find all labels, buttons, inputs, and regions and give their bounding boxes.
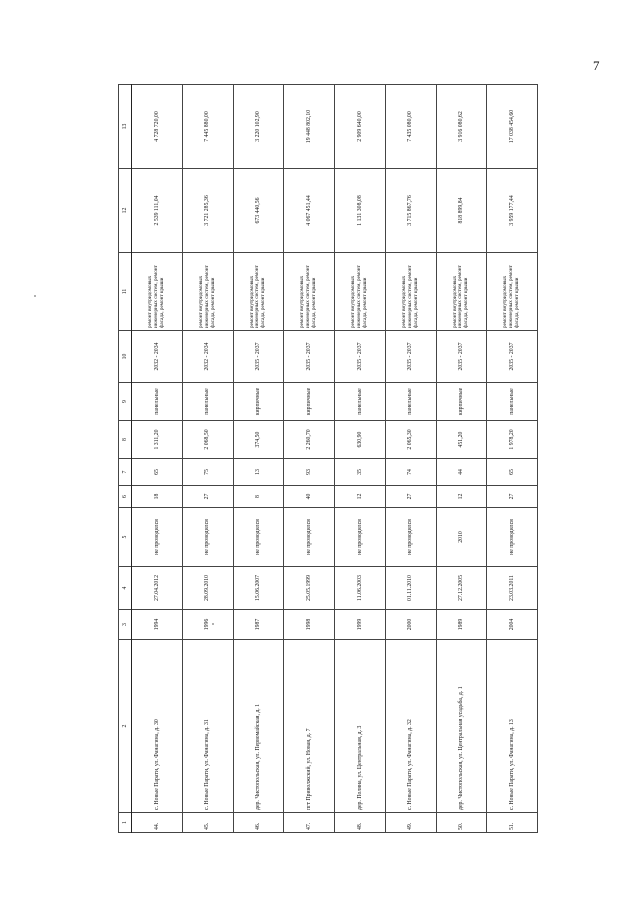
build-year: 2004 (487, 610, 538, 640)
row-number: 44. (132, 813, 183, 833)
area: 1 311,20 (132, 421, 183, 459)
page-number: 7 (593, 58, 600, 73)
last-repair: не проводился (132, 508, 183, 567)
row-number: 49. (385, 813, 436, 833)
period: 2032 - 2034 (132, 331, 183, 383)
col-header: 3 (119, 610, 132, 640)
last-repair: не проводился (487, 508, 538, 567)
cost-1: 3 959 177,44 (487, 169, 538, 253)
last-repair: не проводился (284, 508, 335, 567)
address: с. Новые Парати, ул. Фанагина, д. 30 (132, 640, 183, 813)
col-7-value: 74 (385, 459, 436, 486)
col-6-value: 8 (233, 486, 284, 508)
cost-2: 17 038 454,60 (487, 85, 538, 169)
wall-material: панельные (487, 383, 538, 421)
cost-2: 7 445 880,00 (182, 85, 233, 169)
rotated-table-container (118, 85, 538, 833)
col-header: 7 (119, 459, 132, 486)
wall-material: панельные (385, 383, 436, 421)
build-year: 1998 (284, 610, 335, 640)
row-number: 47. (284, 813, 335, 833)
period: 2032 - 2034 (182, 331, 233, 383)
last-repair: не проводился (233, 508, 284, 567)
area: 2 065,30 (385, 421, 436, 459)
row-number: 50. (436, 813, 487, 833)
col-header: 9 (119, 383, 132, 421)
col-header: 10 (119, 331, 132, 383)
col-header: 11 (119, 253, 132, 331)
col-6-value: 27 (182, 486, 233, 508)
header-row (119, 85, 132, 833)
date: 23.03.2011 (487, 567, 538, 610)
cost-1: 3 715 867,76 (385, 169, 436, 253)
cost-2: 3 916 080,62 (436, 85, 487, 169)
date: 15.06.2007 (233, 567, 284, 610)
capital-repair-table (118, 84, 538, 833)
area: 630,90 (335, 421, 386, 459)
col-6-value: 27 (487, 486, 538, 508)
cost-2: 3 220 102,90 (233, 85, 284, 169)
col-6-value: 18 (132, 486, 183, 508)
area: 451,20 (436, 421, 487, 459)
col-6-value: 12 (436, 486, 487, 508)
build-year: 1994 (132, 610, 183, 640)
cost-2: 2 909 640,00 (335, 85, 386, 169)
row-number: 45. (182, 813, 233, 833)
works-list: ремонт внутридомовых инженерных систем, ремонт фасада, ремонт крыши (385, 253, 436, 331)
works-list: ремонт внутридомовых инженерных систем, ремонт фасада, ремонт крыши (436, 253, 487, 331)
cost-2: 4 728 720,00 (132, 85, 183, 169)
address: с. Новые Парати, ул. Фанагина, д. 31 (182, 640, 233, 813)
date: 25.05.1999 (284, 567, 335, 610)
last-repair: не проводился (385, 508, 436, 567)
cost-1: 818 899,84 (436, 169, 487, 253)
col-7-value: 75 (182, 459, 233, 486)
date: 01.11.2010 (385, 567, 436, 610)
col-7-value: 65 (132, 459, 183, 486)
period: 2035 - 2037 (436, 331, 487, 383)
wall-material: панельные (182, 383, 233, 421)
build-year: 1987 (233, 610, 284, 640)
build-year: 1989 (436, 610, 487, 640)
works-list: ремонт внутридомовых инженерных систем, ремонт фасада, ремонт крыши (487, 253, 538, 331)
last-repair: 2010 (436, 508, 487, 567)
col-7-value: 93 (284, 459, 335, 486)
last-repair: не проводился (182, 508, 233, 567)
table-row (182, 85, 233, 833)
date: 28.09.2010 (182, 567, 233, 610)
address: дер. Чистопольская, ул. Центральная усадьба, д. 1 (436, 640, 487, 813)
wall-material: кирпичные (233, 383, 284, 421)
date: 11.06.2003 (335, 567, 386, 610)
works-list: ремонт внутридомовых инженерных систем, ремонт фасада, ремонт крыши (182, 253, 233, 331)
date: 27.04.2012 (132, 567, 183, 610)
col-6-value: 40 (284, 486, 335, 508)
address: с. Новые Парати, ул. Фанагина, д. 32 (385, 640, 436, 813)
col-7-value: 35 (335, 459, 386, 486)
col-header: 1 (119, 813, 132, 833)
col-header: 5 (119, 508, 132, 567)
table-row (132, 85, 183, 833)
date: 27.12.2005 (436, 567, 487, 610)
cost-2: 19 448 802,10 (284, 85, 335, 169)
period: 2035 - 2037 (233, 331, 284, 383)
build-year: 2000 (385, 610, 436, 640)
col-6-value: 12 (335, 486, 386, 508)
build-year: 1999 (335, 610, 386, 640)
cost-1: 3 721 285,36 (182, 169, 233, 253)
scan-speck (34, 295, 36, 297)
works-list: ремонт внутридомовых инженерных систем, ремонт фасада, ремонт крыши (233, 253, 284, 331)
table-row (385, 85, 436, 833)
col-7-value: 13 (233, 459, 284, 486)
last-repair: не проводился (335, 508, 386, 567)
col-header: 4 (119, 567, 132, 610)
col-header: 6 (119, 486, 132, 508)
table-body (132, 85, 538, 833)
table-row (233, 85, 284, 833)
wall-material: панельные (335, 383, 386, 421)
area: 1 978,20 (487, 421, 538, 459)
area: 2 068,50 (182, 421, 233, 459)
table-row (487, 85, 538, 833)
cost-1: 1 131 308,08 (335, 169, 386, 253)
build-year: 1996 (182, 610, 233, 640)
address: с. Новые Парати, ул. Фанагина, д. 13 (487, 640, 538, 813)
cost-2: 7 435 080,00 (385, 85, 436, 169)
row-number: 51. (487, 813, 538, 833)
wall-material: панельные (132, 383, 183, 421)
table-row (335, 85, 386, 833)
period: 2035 - 2037 (284, 331, 335, 383)
col-6-value: 27 (385, 486, 436, 508)
address: дер. Поляна, ул. Центральная, д. 3 (335, 640, 386, 813)
table-row (436, 85, 487, 833)
table-row (284, 85, 335, 833)
cost-1: 4 067 451,44 (284, 169, 335, 253)
col-header: 8 (119, 421, 132, 459)
cost-1: 2 539 111,04 (132, 169, 183, 253)
col-header: 13 (119, 85, 132, 169)
col-7-value: 65 (487, 459, 538, 486)
row-number: 48. (335, 813, 386, 833)
wall-material: кирпичные (436, 383, 487, 421)
area: 374,50 (233, 421, 284, 459)
period: 2035 - 2037 (487, 331, 538, 383)
address: пгт Приволжский, ул. Новая, д. 7 (284, 640, 335, 813)
col-7-value: 44 (436, 459, 487, 486)
works-list: ремонт внутридомовых инженерных систем, ремонт фасада, ремонт крыши (335, 253, 386, 331)
row-number: 46. (233, 813, 284, 833)
col-header: 12 (119, 169, 132, 253)
period: 2035 - 2037 (335, 331, 386, 383)
cost-1: 673 440,56 (233, 169, 284, 253)
period: 2035 - 2037 (385, 331, 436, 383)
address: дер. Чистопольская, ул. Первомайская, д. 1 (233, 640, 284, 813)
col-header: 2 (119, 640, 132, 813)
wall-material: кирпичные (284, 383, 335, 421)
works-list: ремонт внутридомовых инженерных систем, ремонт фасада, ремонт крыши (284, 253, 335, 331)
area: 2 260,70 (284, 421, 335, 459)
works-list: ремонт внутридомовых инженерных систем, ремонт фасада, ремонт крыши (132, 253, 183, 331)
